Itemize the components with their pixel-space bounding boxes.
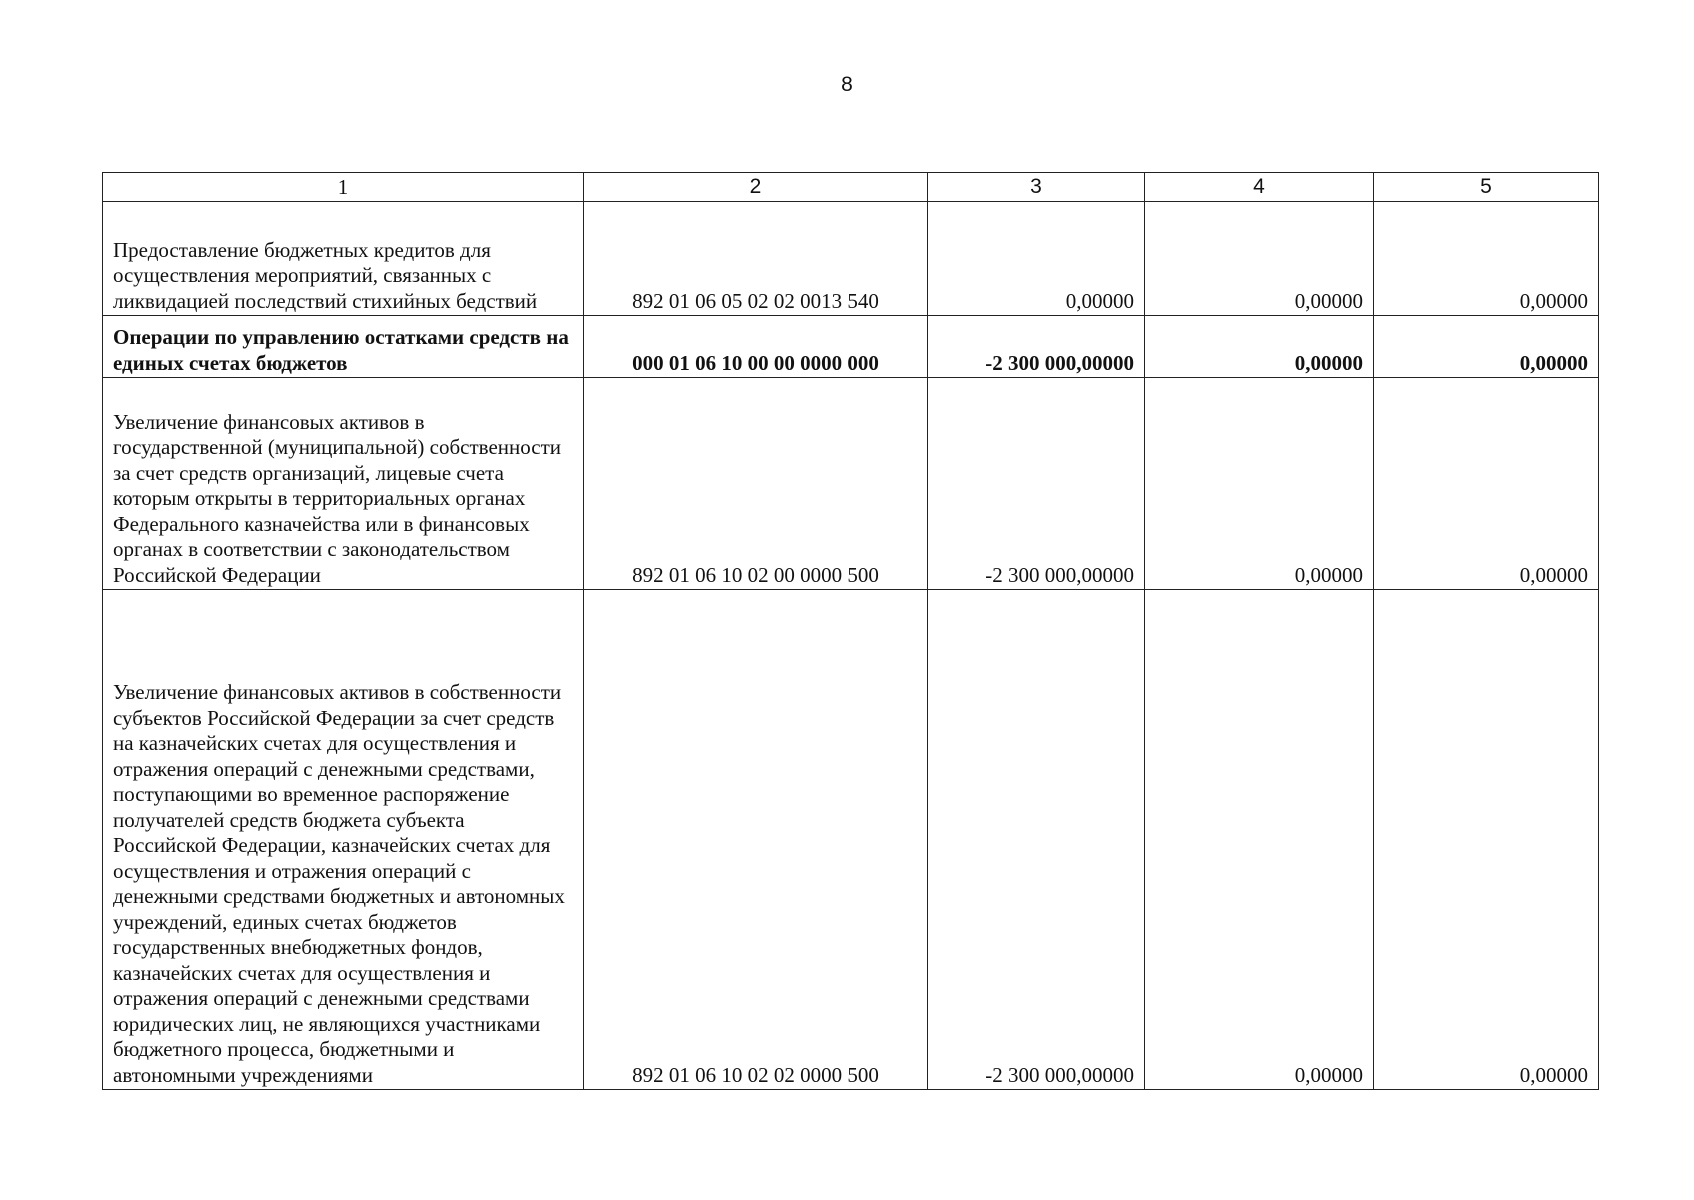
row-value-col3: -2 300 000,00000 bbox=[928, 378, 1145, 590]
table-row bbox=[103, 202, 1599, 316]
row-code: 892 01 06 05 02 02 0013 540 bbox=[584, 202, 928, 316]
column-header-5: 5 bbox=[1374, 173, 1599, 202]
table-row bbox=[103, 590, 1599, 1090]
column-header-2: 2 bbox=[584, 173, 928, 202]
row-code: 000 01 06 10 00 00 0000 000 bbox=[584, 316, 928, 378]
row-value-col5: 0,00000 bbox=[1374, 378, 1599, 590]
row-code: 892 01 06 10 02 00 0000 500 bbox=[584, 378, 928, 590]
table-header-row bbox=[103, 173, 1599, 202]
row-name: Предоставление бюджетных кредитов для осуществления мероприятий, связанных с ликвидацией последствий стихийных бедствий bbox=[103, 202, 584, 316]
row-value-col5: 0,00000 bbox=[1374, 202, 1599, 316]
row-value-col3: -2 300 000,00000 bbox=[928, 590, 1145, 1090]
column-header-4: 4 bbox=[1145, 173, 1374, 202]
table-row bbox=[103, 378, 1599, 590]
column-header-1: 1 bbox=[103, 173, 584, 202]
row-code: 892 01 06 10 02 02 0000 500 bbox=[584, 590, 928, 1090]
row-name: Увеличение финансовых активов в государственной (муниципальной) собственности за счет средств организаций, лицевые счета которым открыты в территориальных органах Федерального казначейства или в финансовых органах в соответствии с законодательством Российской Федерации bbox=[103, 378, 584, 590]
row-value-col5: 0,00000 bbox=[1374, 316, 1599, 378]
row-value-col4: 0,00000 bbox=[1145, 202, 1374, 316]
row-value-col3: 0,00000 bbox=[928, 202, 1145, 316]
row-name: Операции по управлению остатками средств на единых счетах бюджетов bbox=[103, 316, 584, 378]
row-value-col4: 0,00000 bbox=[1145, 590, 1374, 1090]
column-header-3: 3 bbox=[928, 173, 1145, 202]
row-name: Увеличение финансовых активов в собственности субъектов Российской Федерации за счет средств на казначейских счетах для осуществления и отражения операций с денежными средствами, поступающими во временное распоряжение получателей средств бюджета субъекта Российской Федерации, казначейских счетах для осуществления и отражения операций с денежными средствами бюджетных и автономных учреждений, единых счетах бюджетов государственных внебюджетных фондов, казначейских счетах для осуществления и отражения операций с денежными средствами юридических лиц, не являющихся участниками бюджетного процесса, бюджетными и автономными учреждениями bbox=[103, 590, 584, 1090]
table-row-bold bbox=[103, 316, 1599, 378]
row-value-col3: -2 300 000,00000 bbox=[928, 316, 1145, 378]
page-number: 8 bbox=[841, 73, 853, 96]
row-value-col4: 0,00000 bbox=[1145, 316, 1374, 378]
budget-sources-table bbox=[102, 172, 1599, 1090]
row-value-col4: 0,00000 bbox=[1145, 378, 1374, 590]
row-value-col5: 0,00000 bbox=[1374, 590, 1599, 1090]
